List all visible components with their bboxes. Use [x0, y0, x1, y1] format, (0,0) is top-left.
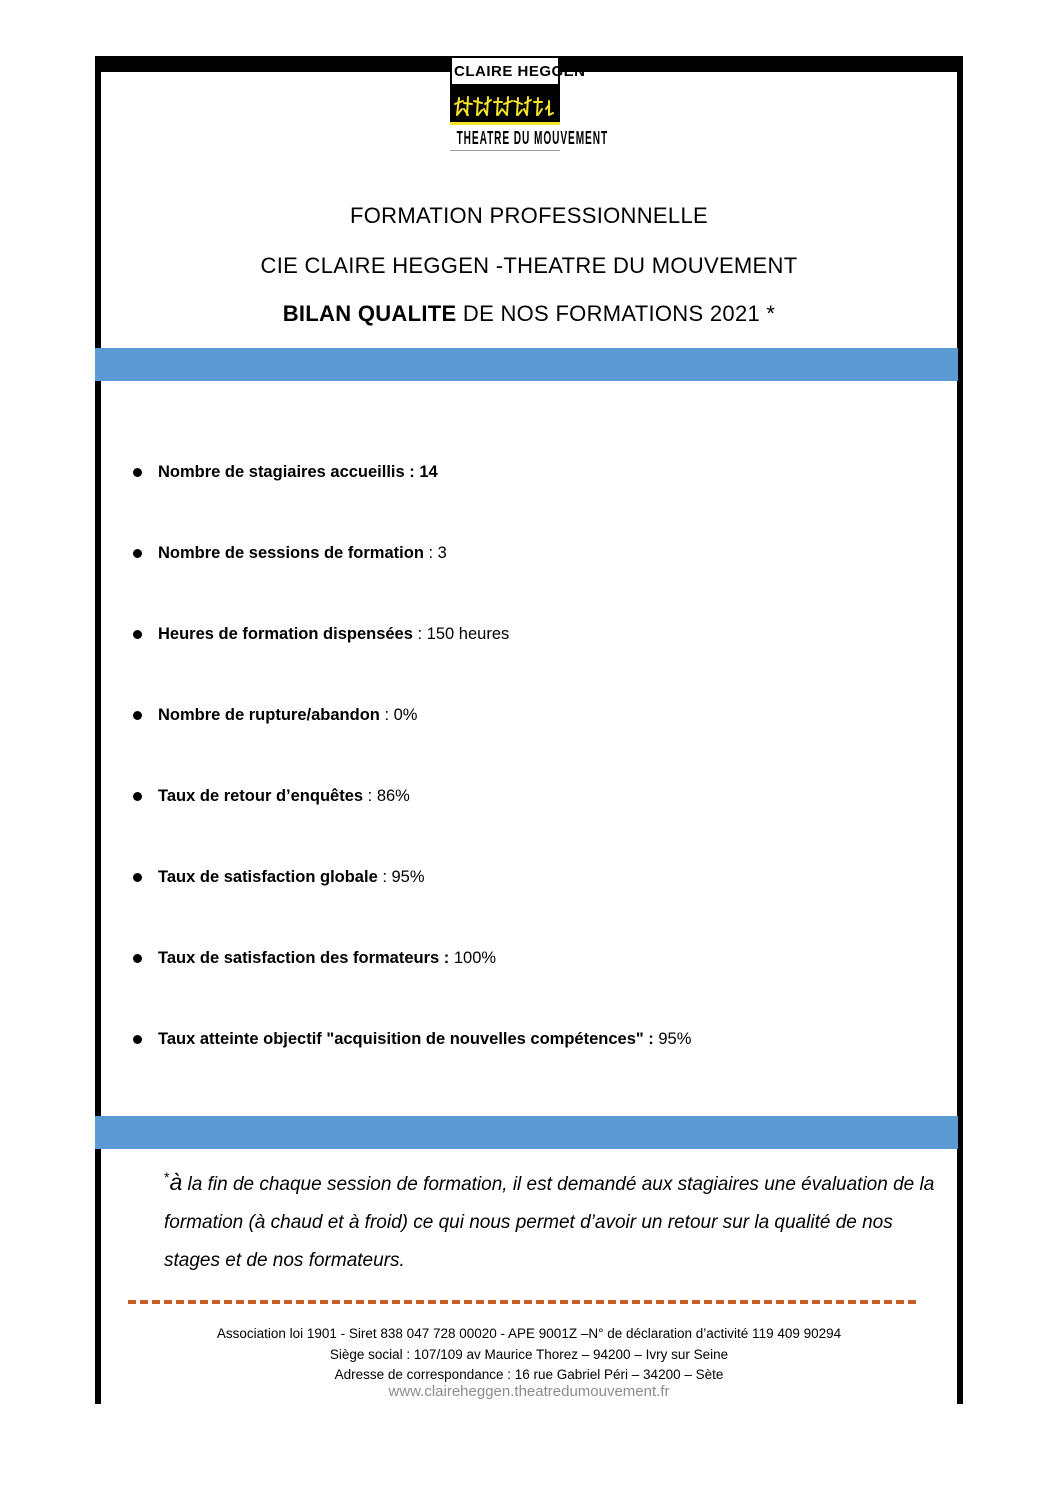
bullet-icon	[133, 954, 142, 963]
footer-siege-line: Siège social : 107/109 av Maurice Thorez – 94200 – Ivry sur Seine	[329, 1347, 729, 1362]
logo-subtitle: THEATRE DU MOUVEMENT	[450, 125, 560, 151]
stat-item-atteinte-objectif: Taux atteinte objectif "acquisition de nouvelles compétences" : 95%	[133, 1029, 913, 1050]
stat-item-heures: Heures de formation dispensées : 150 heures	[133, 624, 913, 645]
bullet-icon	[133, 1035, 142, 1044]
footnote-paragraph: *à la fin de chaque session de formation, il est demandé aux stagiaires une évaluation de la formation (à chaud et à froid) ce qui nous permet d’avoir un retour sur la qualité de nos stages et de nos formateurs.	[164, 1169, 935, 1271]
stats-list	[133, 462, 913, 1110]
stat-item-retour-enquetes: Taux de retour d’enquêtes : 86%	[133, 786, 913, 807]
blue-divider-bottom	[95, 1116, 958, 1149]
bullet-icon	[133, 711, 142, 720]
title-line-3: BILAN QUALITE DE NOS FORMATIONS 2021 *	[282, 301, 776, 326]
dancing-figures-icon	[450, 86, 560, 125]
logo-title: CLAIRE HEGGEN	[450, 56, 560, 86]
bullet-icon	[133, 792, 142, 801]
dashed-separator	[128, 1300, 916, 1304]
bullet-icon	[133, 630, 142, 639]
bullet-icon	[133, 549, 142, 558]
stat-item-stagiaires: Nombre de stagiaires accueillis : 14	[133, 462, 913, 483]
stat-item-sessions: Nombre de sessions de formation : 3	[133, 543, 913, 564]
footer-association-line: Association loi 1901 - Siret 838 047 728 00020 - APE 9001Z –N° de déclaration d’activité 119 409 90294	[216, 1326, 842, 1341]
stat-item-satisfaction-formateurs: Taux de satisfaction des formateurs : 100%	[133, 948, 913, 969]
bullet-icon	[133, 873, 142, 882]
stat-item-rupture: Nombre de rupture/abandon : 0%	[133, 705, 913, 726]
website-link[interactable]: www.claireheggen.theatredumouvement.fr	[388, 1383, 670, 1400]
blue-divider-top	[95, 348, 958, 381]
footer-adresse-line: Adresse de correspondance : 16 rue Gabriel Péri – 34200 – Sète	[334, 1367, 724, 1382]
company-logo	[450, 56, 609, 151]
stat-item-satisfaction-globale: Taux de satisfaction globale : 95%	[133, 867, 913, 888]
bullet-icon	[133, 468, 142, 477]
footnote-asterisk: *	[164, 1169, 170, 1185]
title-line-2: CIE CLAIRE HEGGEN -THEATRE DU MOUVEMENT	[260, 253, 798, 278]
title-line-1: FORMATION PROFESSIONNELLE	[350, 203, 708, 228]
